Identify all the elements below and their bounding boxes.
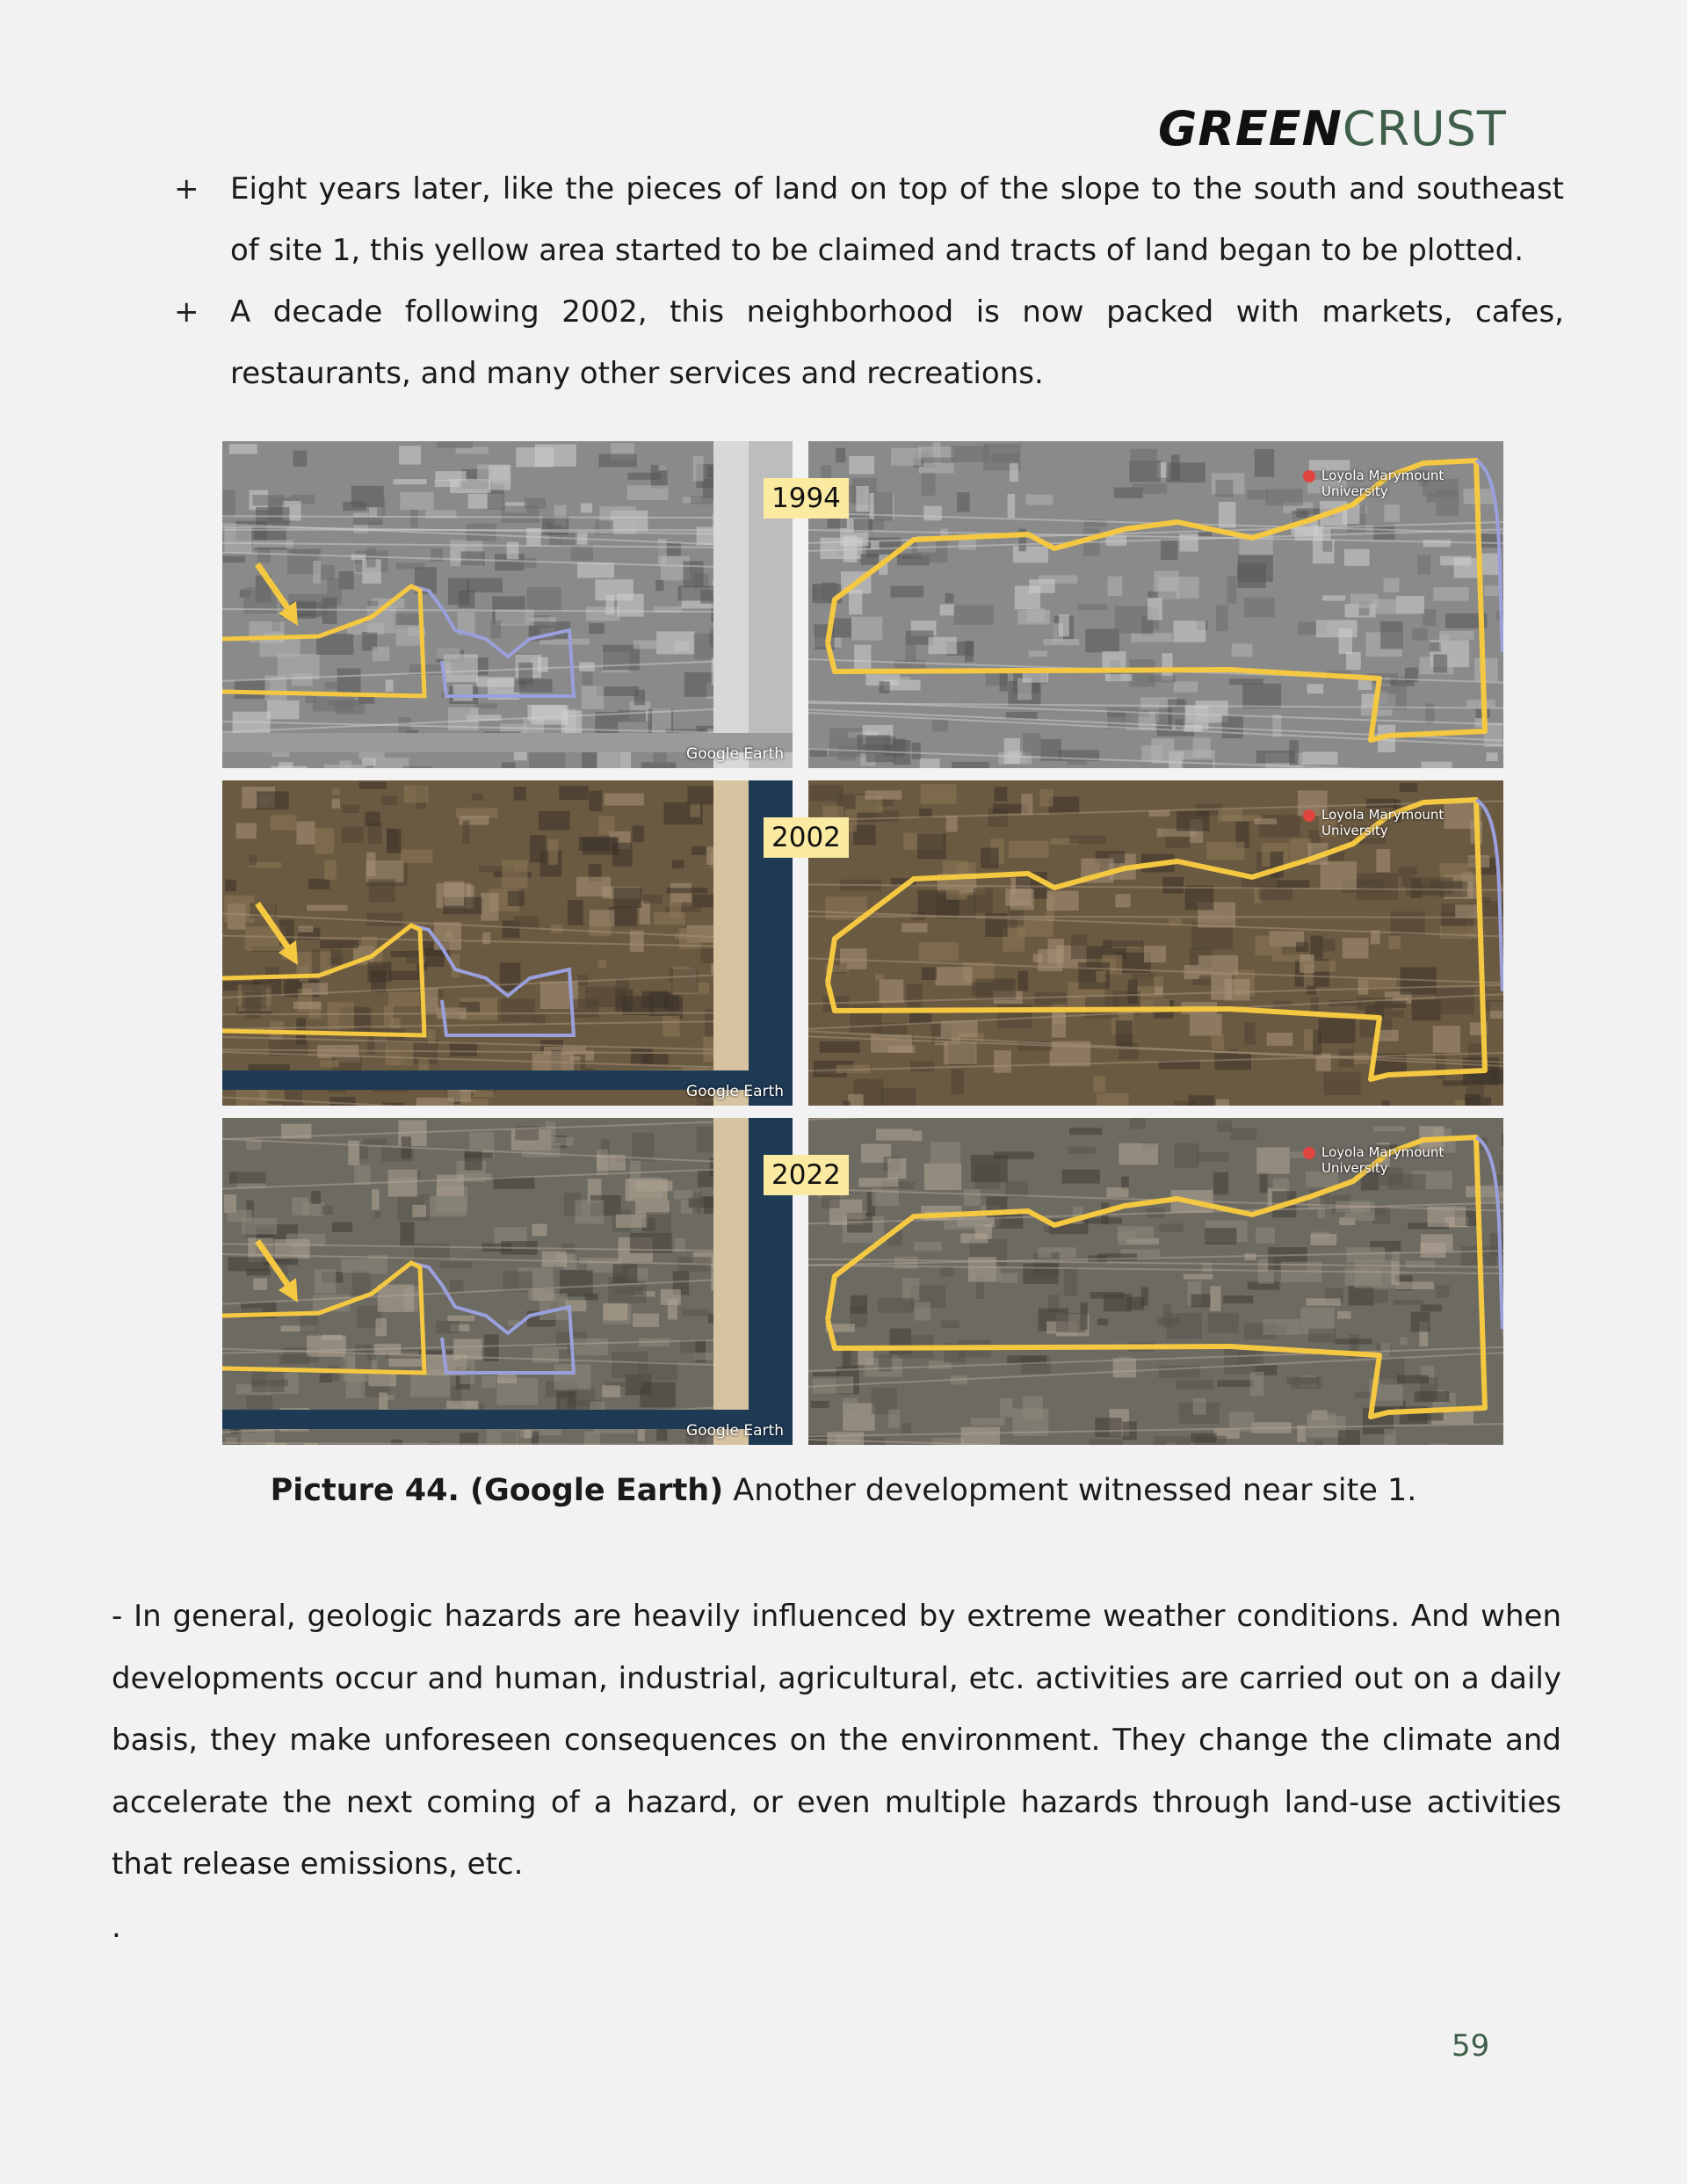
list-item (167, 281, 1564, 404)
brand-logo (1158, 98, 1507, 160)
list-item (167, 158, 1564, 281)
caption-bold: Picture 44. (Google Earth) (270, 1473, 724, 1508)
satellite-image-1994-west (222, 441, 793, 768)
satellite-image-2022-west (222, 1118, 793, 1445)
trailing-dot: . (112, 1910, 121, 1945)
brand-green: GREEN (1158, 101, 1343, 156)
caption-text: Another development witnessed near site 1. (723, 1473, 1417, 1508)
bullet-list (167, 158, 1564, 404)
bullet-mark: + (174, 171, 199, 207)
satellite-image-2002-east (808, 780, 1503, 1106)
satellite-image-1994-east (808, 441, 1503, 768)
university-pin-label: Loyola Marymount University (1321, 468, 1444, 499)
year-label: 2002 (764, 817, 849, 858)
google-earth-watermark: Google Earth (686, 745, 784, 763)
university-pin-label: Loyola Marymount University (1321, 807, 1444, 838)
bullet-text: A decade following 2002, this neighborhood is now packed with markets, cafes, restaurants, and many other services and recreations. (230, 294, 1564, 391)
bullet-text: Eight years later, like the pieces of land on top of the slope to the south and southeast of site 1, this yellow area started to be claimed and tracts of land began to be plotted. (230, 171, 1564, 268)
body-paragraph: - In general, geologic hazards are heavily influenced by extreme weather conditions. And when developments occur and human, industrial, agricultural, etc. activities are carried out on a daily basis, they make unforeseen consequences on the environment. They change the climate and accelerate the next coming of a hazard, or even multiple hazards through land-use activities that release emissions, etc. (112, 1599, 1561, 1882)
google-earth-watermark: Google Earth (686, 1422, 784, 1440)
satellite-image-2022-east (808, 1118, 1503, 1445)
page-number: 59 (1452, 2028, 1490, 2064)
year-label: 2022 (764, 1155, 849, 1195)
satellite-figure (222, 441, 1503, 1445)
university-pin-label: Loyola Marymount University (1321, 1144, 1444, 1176)
satellite-image-2002-west (222, 780, 793, 1106)
google-earth-watermark: Google Earth (686, 1083, 784, 1100)
brand-crust: CRUST (1342, 101, 1507, 156)
figure-caption (0, 1466, 1687, 1515)
year-label: 1994 (764, 478, 849, 519)
bullet-mark: + (174, 294, 199, 330)
